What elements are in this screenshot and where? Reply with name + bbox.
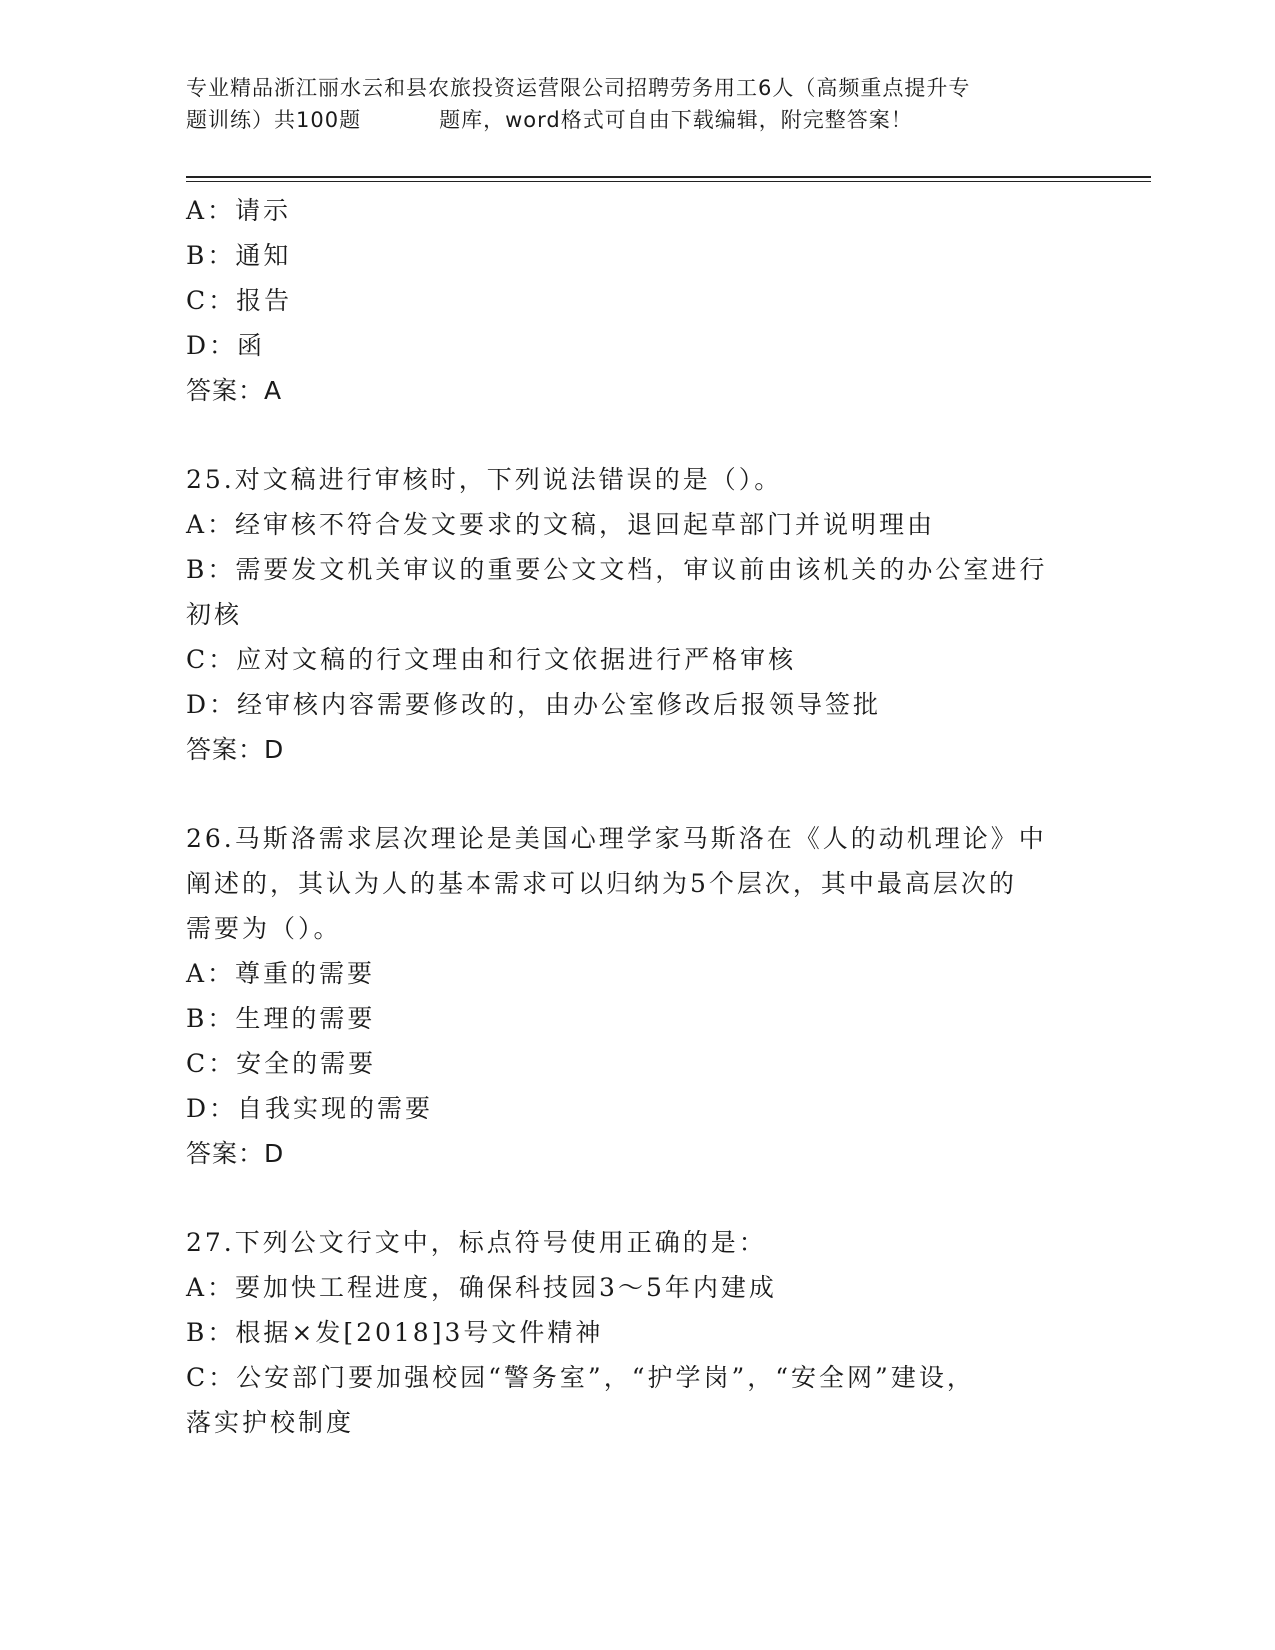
option-c: C：安全的需要 (186, 1049, 377, 1078)
answer: 答案：A (186, 376, 283, 405)
option-a: A：请示 (186, 196, 292, 225)
question-content (186, 188, 1086, 1445)
header-title-part-b: 题库，word格式可自由下载编辑，附完整答案！ (439, 108, 913, 132)
option-c: C：报告 (186, 286, 293, 315)
question-26 (186, 816, 1086, 1176)
option-a: A：要加快工程进度，确保科技园3～5年内建成 (186, 1273, 777, 1302)
option-d: D：经审核内容需要修改的，由办公室修改后报领导签批 (186, 690, 882, 719)
option-d: D：自我实现的需要 (186, 1094, 434, 1123)
question-24 (186, 188, 1086, 413)
header-rule-thin (186, 181, 1151, 182)
answer: 答案：D (186, 1139, 285, 1168)
question-text: 26.马斯洛需求层次理论是美国心理学家马斯洛在《人的动机理论》中 (186, 824, 1047, 853)
question-text-continued: 阐述的，其认为人的基本需求可以归纳为5个层次，其中最高层次的 (186, 869, 1017, 898)
question-27 (186, 1220, 1086, 1445)
option-b: B：通知 (186, 241, 292, 270)
spacer (186, 413, 1086, 457)
option-b: B：根据×发[2018]3号文件精神 (186, 1318, 604, 1347)
spacer (186, 1176, 1086, 1220)
option-c: C：应对文稿的行文理由和行文依据进行严格审核 (186, 645, 797, 674)
option-d: D：函 (186, 331, 266, 360)
spacer (186, 772, 1086, 816)
question-text: 25.对文稿进行审核时，下列说法错误的是（）。 (186, 465, 783, 494)
question-text: 27.下列公文行文中，标点符号使用正确的是： (186, 1228, 767, 1257)
header-title-part-a: 题训练）共100题 (186, 108, 362, 132)
answer: 答案：D (186, 735, 285, 764)
option-b: B：生理的需要 (186, 1004, 376, 1033)
header-title-line-2 (186, 104, 1086, 136)
question-25 (186, 457, 1086, 772)
option-c-continued: 落实护校制度 (186, 1408, 355, 1437)
header-rule-thick (186, 176, 1151, 178)
option-c: C：公安部门要加强校园“警务室”，“护学岗”，“安全网”建设， (186, 1363, 975, 1392)
option-a: A：经审核不符合发文要求的文稿，退回起草部门并说明理由 (186, 510, 936, 539)
option-b: B：需要发文机关审议的重要公文文档，审议前由该机关的办公室进行 (186, 555, 1048, 584)
option-a: A：尊重的需要 (186, 959, 376, 988)
question-text-continued: 需要为（）。 (186, 914, 342, 943)
option-b-continued: 初核 (186, 600, 243, 629)
document-header (186, 72, 1086, 136)
header-title-line-1: 专业精品浙江丽水云和县农旅投资运营限公司招聘劳务用工6人（高频重点提升专 (186, 76, 971, 100)
